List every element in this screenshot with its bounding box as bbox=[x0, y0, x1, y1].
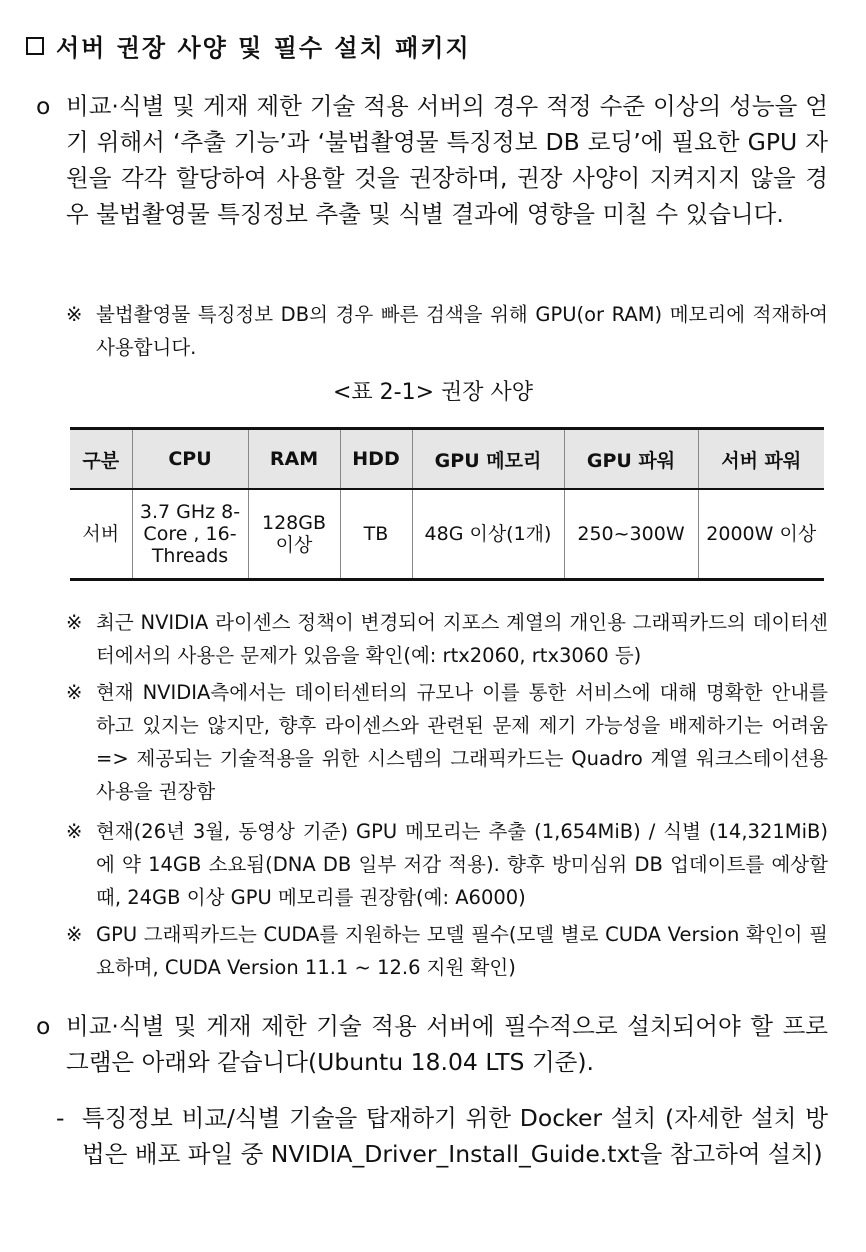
note-datacenter bbox=[66, 676, 828, 808]
note-text: GPU 그래픽카드는 CUDA를 지원하는 모델 필수(모델 별로 CUDA Version 확인이 필요하며, CUDA Version 11.1 ~ 12.6 지원 확인) bbox=[96, 923, 828, 979]
header-cell: 서버 파워 bbox=[698, 429, 824, 490]
table-cell: TB bbox=[340, 489, 412, 580]
paragraph-text: 비교·식별 및 게재 제한 기술 적용 서버의 경우 적정 수준 이상의 성능을 얻기 위해서 ‘추출 기능’과 ‘불법촬영물 특징정보 DB 로딩’에 필요한 GPU 자원을 각각 할당하여 사용할 것을 권장하며, 권장 사양이 지켜지지 않을 경우 불법촬영물 특징정보 추출 및 식별 결과에 영향을 미칠 수 있습니다. bbox=[66, 92, 828, 228]
reference-mark: ※ bbox=[66, 923, 83, 946]
reference-mark: ※ bbox=[66, 681, 83, 704]
bullet-marker: o bbox=[36, 1012, 51, 1040]
header-cell: HDD bbox=[340, 429, 412, 490]
header-cell: GPU 메모리 bbox=[412, 429, 564, 490]
reference-mark: ※ bbox=[66, 611, 83, 634]
reference-mark: ※ bbox=[66, 303, 83, 326]
table-row bbox=[70, 489, 824, 580]
list-item-text: 특징정보 비교/식별 기술을 탑재하기 위한 Docker 설치 (자세한 설치 방법은 배포 파일 중 NVIDIA_Driver_Install_Guide.txt을 참고하여 설치) bbox=[82, 1104, 828, 1168]
reference-mark: ※ bbox=[66, 820, 83, 843]
paragraph-required-programs bbox=[36, 1008, 828, 1080]
note-text: 현재(26년 3월, 동영상 기준) GPU 메모리는 추출 (1,654MiB) / 식별 (14,321MiB)에 약 14GB 소요됨(DNA DB 일부 저감 적용). 향후 방미심위 DB 업데이트를 예상할 때, 24GB 이상 GPU 메모리를 권장함(예: A6000) bbox=[96, 820, 828, 909]
table-cell: 48G 이상(1개) bbox=[412, 489, 564, 580]
header-cell: RAM bbox=[248, 429, 340, 490]
table-caption: <표 2-1> 권장 사양 bbox=[332, 380, 534, 405]
note-text: 현재 NVIDIA측에서는 데이터센터의 규모나 이를 통한 서비스에 대해 명확한 안내를 하고 있지는 않지만, 향후 라이센스와 관련된 문제 제기 가능성을 배제하기는 어려움 => 제공되는 기술적용을 위한 시스템의 그래픽카드는 Quadro 계열 워크스테이션용 사용을 권장함 bbox=[96, 681, 828, 803]
dash-marker: - bbox=[56, 1104, 65, 1132]
header-cell: GPU 파워 bbox=[564, 429, 698, 490]
checkbox-square-icon bbox=[26, 37, 44, 55]
paragraph-server-spec bbox=[36, 88, 828, 232]
header-cell: 구분 bbox=[70, 429, 132, 490]
spec-table bbox=[70, 427, 824, 581]
table-cell: 250~300W bbox=[564, 489, 698, 580]
note-license-policy bbox=[66, 606, 828, 672]
section-heading-text: 서버 권장 사양 및 필수 설치 패키지 bbox=[56, 34, 471, 62]
table-cell: 3.7 GHz 8-Core , 16-Threads bbox=[132, 489, 248, 580]
table-cell: 서버 bbox=[70, 489, 132, 580]
note-text: 불법촬영물 특징정보 DB의 경우 빠른 검색을 위해 GPU(or RAM) 메모리에 적재하여 사용합니다. bbox=[96, 303, 828, 359]
section-heading bbox=[26, 28, 471, 63]
bullet-marker: o bbox=[36, 92, 51, 120]
table-header-row bbox=[70, 429, 824, 490]
note-db-memory bbox=[66, 298, 828, 364]
table-cell: 2000W 이상 bbox=[698, 489, 824, 580]
note-cuda bbox=[66, 918, 828, 984]
note-gpu-memory bbox=[66, 815, 828, 914]
table-cell: 128GB 이상 bbox=[248, 489, 340, 580]
list-item-docker bbox=[56, 1100, 828, 1172]
note-text: 최근 NVIDIA 라이센스 정책이 변경되어 지포스 계열의 개인용 그래픽카드의 데이터센터에서의 사용은 문제가 있음을 확인(예: rtx2060, rtx3060 등) bbox=[96, 611, 828, 667]
header-cell: CPU bbox=[132, 429, 248, 490]
paragraph-text: 비교·식별 및 게재 제한 기술 적용 서버에 필수적으로 설치되어야 할 프로그램은 아래와 같습니다(Ubuntu 18.04 LTS 기준). bbox=[66, 1012, 828, 1076]
